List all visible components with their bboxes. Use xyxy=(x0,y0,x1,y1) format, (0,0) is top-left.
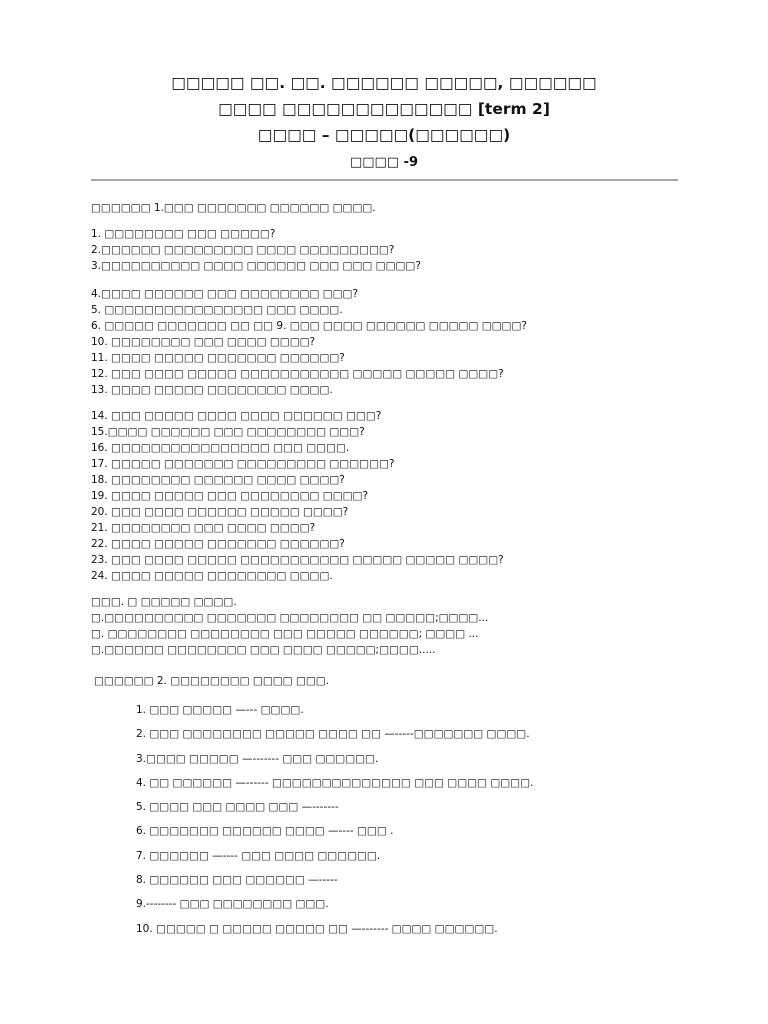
question-item: 14. □□□ □□□□□ □□□□ □□□□ □□□□□□ □□□? xyxy=(91,410,382,422)
question-item: 18. □□□□□□□□ □□□□□□ □□□□ □□□□? xyxy=(91,474,345,486)
section-2-title: □□□□□□ 2. □□□□□□□□ □□□□ □□□. xyxy=(94,675,330,687)
question-item: 11. □□□□ □□□□□ □□□□□□□ □□□□□□? xyxy=(91,352,345,364)
spacer xyxy=(91,274,527,286)
fill-in-blank-list xyxy=(136,698,533,941)
question-group-c xyxy=(91,408,527,584)
question-item: 17. □□□□□ □□□□□□□ □□□□□□□□□ □□□□□□? xyxy=(91,458,395,470)
match-subtitle: □□□. □ □□□□□ □□□□. xyxy=(91,596,237,608)
fill-in-blank-item: 5. □□□□ □□□ □□□□ □□□ —------- xyxy=(136,801,339,814)
school-name-heading: □□□□□ □□. □□. □□□□□□ □□□□□, □□□□□□ xyxy=(171,74,597,92)
question-item: 5. □□□□□□□□□□□□□□□□ □□□ □□□□. xyxy=(91,304,343,316)
fill-in-blank-item: 1. □□□ □□□□□ —--- □□□□. xyxy=(136,704,304,716)
horizontal-divider xyxy=(91,179,678,181)
fill-in-blank-item: 8. □□□□□□ □□□ □□□□□□ —----- xyxy=(136,874,338,887)
question-item: 1. □□□□□□□□ □□□ □□□□□? xyxy=(91,228,276,240)
document-header xyxy=(0,70,768,176)
question-group-a xyxy=(91,226,527,274)
question-item: 24. □□□□ □□□□□ □□□□□□□□ □□□□. xyxy=(91,570,333,582)
spacer xyxy=(91,584,527,594)
section-1-title: □□□□□□ 1.□□□ □□□□□□□ □□□□□□ □□□□. xyxy=(91,202,376,214)
fill-in-blank-item: 6. □□□□□□□ □□□□□□ □□□□ —---- □□□ . xyxy=(136,825,394,838)
spacer xyxy=(91,216,527,226)
question-item: 4.□□□□ □□□□□□ □□□ □□□□□□□□ □□□? xyxy=(91,288,359,300)
fill-in-blank-item: 4. □□ □□□□□□ —------ □□□□□□□□□□□□□□ □□□ □□□□ □□□□. xyxy=(136,776,534,789)
question-item: 16. □□□□□□□□□□□□□□□□ □□□ □□□□. xyxy=(91,442,350,454)
section-2 xyxy=(94,672,533,941)
question-item: 15.□□□□ □□□□□□ □□□ □□□□□□□□ □□□? xyxy=(91,426,365,438)
match-item: □.□□□□□□ □□□□□□□□ □□□ □□□□ □□□□□;□□□□..... xyxy=(91,644,436,656)
fill-in-blank-item: 3.□□□□ □□□□□ —------- □□□ □□□□□□. xyxy=(136,752,379,765)
question-item: 3.□□□□□□□□□□ □□□□ □□□□□□ □□□ □□□ □□□□? xyxy=(91,260,421,272)
exam-title-heading: □□□□ □□□□□□□□□□□□□ [term 2] xyxy=(218,100,550,118)
fill-in-blank-item: 7. □□□□□□ —---- □□□ □□□□ □□□□□□. xyxy=(136,849,381,862)
question-item: 22. □□□□ □□□□□ □□□□□□□ □□□□□□? xyxy=(91,538,345,550)
match-list xyxy=(91,610,527,658)
question-item: 13. □□□□ □□□□□ □□□□□□□□ □□□□. xyxy=(91,384,333,396)
question-item: 21. □□□□□□□□ □□□ □□□□ □□□□? xyxy=(91,522,316,534)
match-item: □. □□□□□□□□ □□□□□□□□ □□□ □□□□□ □□□□□□; □□□□ ... xyxy=(91,628,479,640)
question-item: 6. □□□□□ □□□□□□□ □□ □□ 9. □□□ □□□□ □□□□□□ □□□□□ □□□□? xyxy=(91,320,527,332)
section-1 xyxy=(91,200,527,658)
question-item: 23. □□□ □□□□ □□□□□ □□□□□□□□□□□ □□□□□ □□□□□ □□□□? xyxy=(91,554,504,566)
question-item: 19. □□□□ □□□□□ □□□ □□□□□□□□ □□□□? xyxy=(91,490,369,502)
question-item: 2.□□□□□□ □□□□□□□□□ □□□□ □□□□□□□□□? xyxy=(91,244,395,256)
fill-in-blank-item: 2. □□□ □□□□□□□□ □□□□□ □□□□ □□ —-----□□□□□□□ □□□□. xyxy=(136,728,530,741)
question-item: 10. □□□□□□□□ □□□ □□□□ □□□□? xyxy=(91,336,316,348)
spacer xyxy=(91,398,527,408)
question-item: 20. □□□ □□□□ □□□□□□ □□□□□ □□□□? xyxy=(91,506,349,518)
class-heading: □□□□ -9 xyxy=(349,155,419,170)
question-item: 12. □□□ □□□□ □□□□□ □□□□□□□□□□□ □□□□□ □□□□□ □□□□? xyxy=(91,368,504,380)
fill-in-blank-item: 9.-------- □□□ □□□□□□□□ □□□. xyxy=(136,898,329,911)
match-item: □.□□□□□□□□□□ □□□□□□□ □□□□□□□□ □□ □□□□□;□□□□... xyxy=(91,612,489,624)
subject-heading: □□□□ – □□□□□(□□□□□□) xyxy=(257,126,511,144)
fill-in-blank-item: 10. □□□□□ □ □□□□□ □□□□□ □□ —------- □□□□ □□□□□□. xyxy=(136,922,498,935)
question-group-b xyxy=(91,286,527,398)
